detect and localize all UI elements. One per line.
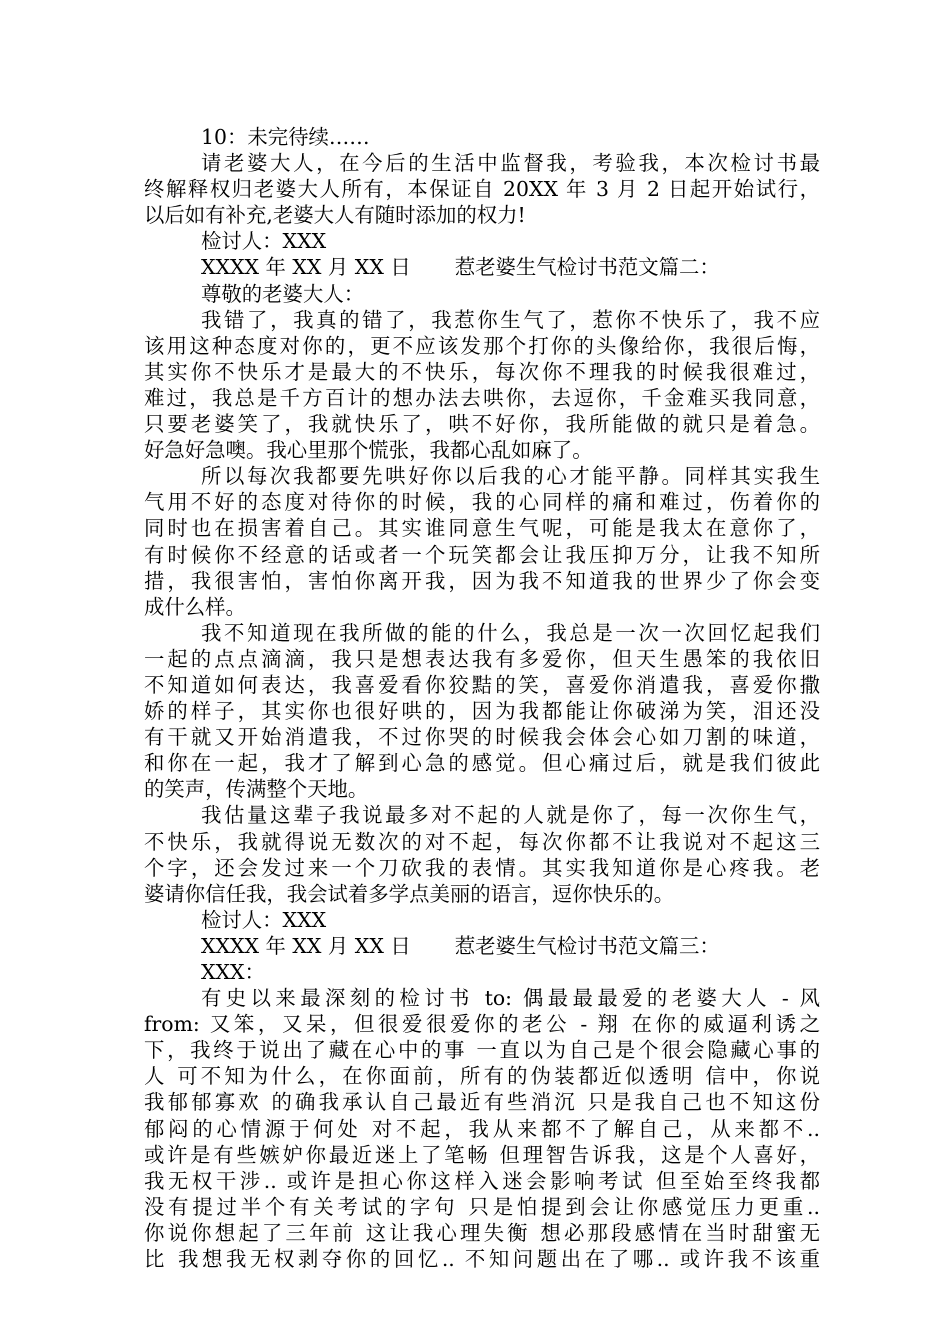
paragraph-line: 我郁郁寡欢 的确我承认自己最近有些消沉 只是我自己也不知这份 xyxy=(144,1090,820,1115)
paragraph-line: 郁闷的心情源于何处 对不起，我从来都不了解自己，从来都不.. xyxy=(144,1116,820,1141)
paragraph-line: 以后如有补充,老婆大人有随时添加的权力! xyxy=(144,203,526,228)
paragraph-line: 我错了，我真的错了，我惹你生气了，惹你不快乐了，我不应 xyxy=(201,307,820,332)
signature-line: 检讨人：XXX xyxy=(201,229,327,254)
paragraph-line: 成什么样。 xyxy=(144,594,246,619)
paragraph-line: 婆请你信任我，我会试着多学点美丽的语言，逗你快乐的。 xyxy=(144,881,675,906)
salutation: XXX： xyxy=(201,960,265,984)
paragraph-line: 不知道如何表达，我喜爱看你狡黠的笑，喜爱你消遣我，喜爱你撒 xyxy=(144,672,820,697)
section-heading: 惹老婆生气检讨书范文篇二： xyxy=(454,255,720,280)
paragraph-line: 个字，还会发过来一个刀砍我的表情。其实我知道你是心疼我。老 xyxy=(144,855,820,880)
paragraph-line: 和你在一起，我才了解到心急的感觉。但心痛过后，就是我们彼此 xyxy=(144,751,820,776)
date-heading-line xyxy=(144,254,820,280)
paragraph-line: 下，我终于说出了藏在心中的事 一直以为自己是个很会隐藏心事的 xyxy=(144,1038,820,1063)
section-heading: 惹老婆生气检讨书范文篇三： xyxy=(454,933,720,958)
paragraph-line: 该用这种态度对你的，更不应该发那个打你的头像给你，我很后悔， xyxy=(144,333,820,358)
paragraph-line: 所以每次我都要先哄好你以后我的心才能平静。同样其实我生 xyxy=(201,464,820,489)
paragraph-line: 措，我很害怕，害怕你离开我，因为我不知道我的世界少了你会变 xyxy=(144,568,820,593)
paragraph-line: 其实你不快乐才是最大的不快乐，每次你不理我的时候我很难过， xyxy=(144,359,820,384)
paragraph-line: 比 我想我无权剥夺你的回忆.. 不知问题出在了哪.. 或许我不该重 xyxy=(144,1247,820,1272)
paragraph-line: 我无权干涉.. 或许是担心你这样入迷会影响考试 但至始至终我都 xyxy=(144,1168,820,1193)
paragraph-line: 不快乐，我就得说无数次的对不起，每次你都不让我说对不起这三 xyxy=(144,829,820,854)
signature-line: 检讨人：XXX xyxy=(201,907,327,932)
paragraph-line: 有史以来最深刻的检讨书 to: 偶最最最爱的老婆大人 - 风 xyxy=(201,986,820,1011)
list-item-10: 10：未完待续…… xyxy=(201,125,370,149)
date-line: XXXX 年 XX 月 XX 日 xyxy=(201,933,411,958)
paragraph-line: 气用不好的态度对待你的时候，我的心同样的痛和难过，伤着你的 xyxy=(144,490,820,515)
paragraph-line: 我估量这辈子我说最多对不起的人就是你了，每一次你生气， xyxy=(201,803,820,828)
paragraph-line: 同时也在损害着自己。其实谁同意生气呢，可能是我太在意你了， xyxy=(144,516,820,541)
paragraph-line: 请老婆大人，在今后的生活中监督我，考验我，本次检讨书最 xyxy=(201,151,820,176)
paragraph-line: 有时候你不经意的话或者一个玩笑都会让我压抑万分，让我不知所 xyxy=(144,542,820,567)
paragraph-line: 终解释权归老婆大人所有，本保证自 20XX 年 3 月 2 日起开始试行， xyxy=(144,177,820,202)
salutation: 尊敬的老婆大人： xyxy=(201,281,365,306)
paragraph-line: 你说你想起了三年前 这让我心理失衡 想必那段感情在当时甜蜜无 xyxy=(144,1220,820,1245)
paragraph-line: 的笑声，传满整个天地。 xyxy=(144,777,369,802)
paragraph-line: 或许是有些嫉妒你最近迷上了笔畅 但理智告诉我，这是个人喜好， xyxy=(144,1142,820,1167)
paragraph-line: 没有提过半个有关考试的字句 只是怕提到会让你感觉压力更重.. xyxy=(144,1194,820,1219)
paragraph-line: 好急好急噢。我心里那个慌张，我都心乱如麻了。 xyxy=(144,438,593,463)
document-body xyxy=(144,124,820,1272)
paragraph-line: 有干就又开始消遣我，不过你哭的时候我会体会心如刀割的味道， xyxy=(144,725,820,750)
paragraph-line: 娇的样子，其实你也很好哄的，因为我都能让你破涕为笑，泪还没 xyxy=(144,699,820,724)
paragraph-line: from: 又笨，又呆，但很爱很爱你的老公 - 翔 在你的威逼利诱之 xyxy=(144,1012,820,1037)
date-heading-line xyxy=(144,933,820,959)
paragraph-line: 我不知道现在我所做的能的什么，我总是一次一次回忆起我们 xyxy=(201,620,820,645)
paragraph-line: 难过，我总是千方百计的想办法去哄你，去逗你，千金难买我同意， xyxy=(144,385,820,410)
paragraph-line: 人 可不知为什么，在你面前，所有的伪装都近似透明 信中，你说 xyxy=(144,1064,820,1089)
date-line: XXXX 年 XX 月 XX 日 xyxy=(201,255,411,280)
paragraph-line: 一起的点点滴滴，我只是想表达我有多爱你，但天生愚笨的我依旧 xyxy=(144,646,820,671)
paragraph-line: 只要老婆笑了，我就快乐了，哄不好你，我所能做的就只是着急。 xyxy=(144,412,820,437)
